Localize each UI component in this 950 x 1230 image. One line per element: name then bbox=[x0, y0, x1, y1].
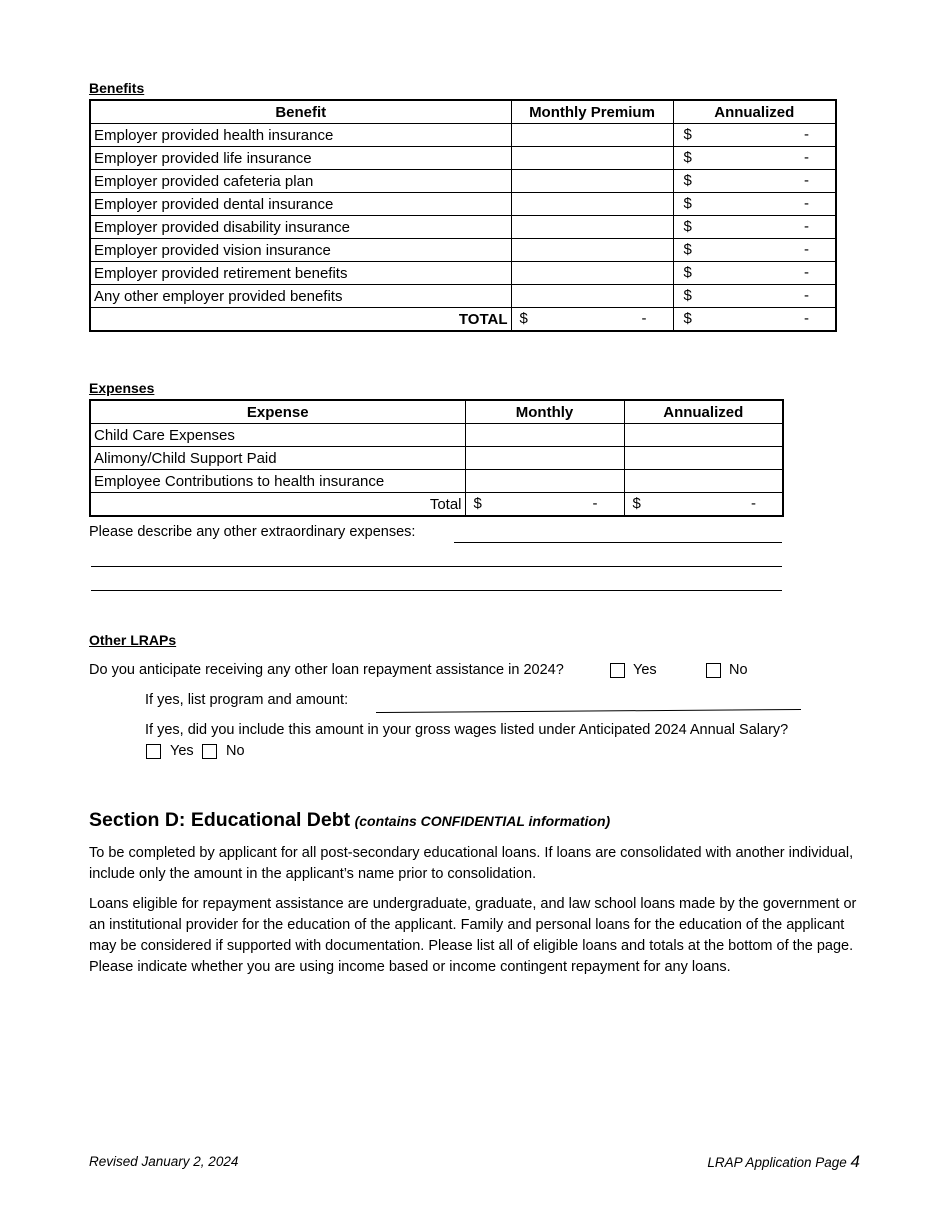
amount-value: - bbox=[804, 310, 809, 327]
expenses-table bbox=[89, 399, 784, 517]
table-row bbox=[90, 239, 836, 262]
benefit-label: Employer provided disability insurance bbox=[90, 216, 511, 239]
total-label: TOTAL bbox=[90, 308, 511, 332]
table-row bbox=[90, 262, 836, 285]
program-amount-line[interactable] bbox=[376, 709, 801, 713]
annualized-cell bbox=[673, 239, 836, 262]
table-row bbox=[90, 193, 836, 216]
currency-symbol: $ bbox=[683, 126, 692, 143]
expense-label: Alimony/Child Support Paid bbox=[90, 447, 465, 470]
amount-value: - bbox=[641, 310, 647, 327]
other-assistance-no-checkbox[interactable] bbox=[706, 663, 721, 678]
currency-symbol: $ bbox=[683, 264, 692, 281]
monthly-premium-cell[interactable] bbox=[511, 239, 673, 262]
other-assistance-no-label: No bbox=[729, 662, 748, 678]
annualized-cell[interactable] bbox=[624, 424, 783, 447]
page-label: LRAP Application Page bbox=[707, 1155, 847, 1170]
footer-revised-date: Revised January 2, 2024 bbox=[89, 1154, 239, 1169]
expenses-heading: Expenses bbox=[89, 380, 155, 396]
expenses-header-row bbox=[90, 400, 783, 424]
other-assistance-yes-checkbox[interactable] bbox=[610, 663, 625, 678]
amount-value: - bbox=[804, 126, 809, 143]
monthly-premium-cell[interactable] bbox=[511, 170, 673, 193]
section-d-title: Section D: Educational Debt bbox=[89, 809, 351, 831]
currency-symbol: $ bbox=[519, 310, 528, 327]
annualized-cell bbox=[673, 124, 836, 147]
footer-page-label bbox=[707, 1152, 860, 1172]
annual-total-cell bbox=[673, 308, 836, 332]
currency-symbol: $ bbox=[683, 241, 692, 258]
monthly-cell[interactable] bbox=[465, 447, 624, 470]
annualized-cell bbox=[673, 170, 836, 193]
monthly-cell[interactable] bbox=[465, 424, 624, 447]
table-row bbox=[90, 285, 836, 308]
page-number: 4 bbox=[850, 1152, 860, 1171]
monthly-total-cell bbox=[511, 308, 673, 332]
other-loan-assistance-question: Do you anticipate receiving any other loan repayment assistance in 2024? bbox=[89, 662, 564, 678]
currency-symbol: $ bbox=[683, 287, 692, 304]
other-assistance-yes-label: Yes bbox=[633, 662, 657, 678]
include-amount-no-label: No bbox=[226, 743, 245, 759]
monthly-premium-cell[interactable] bbox=[511, 193, 673, 216]
annualized-column-header: Annualized bbox=[673, 100, 836, 124]
benefit-column-header: Benefit bbox=[90, 100, 511, 124]
monthly-column-header: Monthly bbox=[465, 400, 624, 424]
benefit-label: Employer provided health insurance bbox=[90, 124, 511, 147]
section-d-subtitle: (contains CONFIDENTIAL information) bbox=[354, 813, 611, 829]
table-row bbox=[90, 216, 836, 239]
monthly-premium-cell[interactable] bbox=[511, 216, 673, 239]
extraordinary-expenses-line-1[interactable] bbox=[454, 542, 782, 543]
benefits-heading: Benefits bbox=[89, 80, 145, 96]
benefits-total-row bbox=[90, 308, 836, 332]
table-row bbox=[90, 147, 836, 170]
amount-value: - bbox=[751, 495, 756, 512]
annualized-cell bbox=[673, 216, 836, 239]
benefits-header-row bbox=[90, 100, 836, 124]
expense-label: Child Care Expenses bbox=[90, 424, 465, 447]
extraordinary-expenses-prompt: Please describe any other extraordinary expenses: bbox=[89, 524, 416, 540]
expenses-total-row bbox=[90, 493, 783, 517]
section-d-paragraph-2: Loans eligible for repayment assistance are undergraduate, graduate, and law school loans made by the government or an institutional provider for the education of the applicant. Family and personal loans for the education of the applicant may be considered if supported with documentation. Please list all of eligible loans and totals at the bottom of the page. Please indicate whether you are using income based or income contingent repayment for any loans. bbox=[89, 896, 857, 975]
currency-symbol: $ bbox=[683, 172, 692, 189]
table-row bbox=[90, 124, 836, 147]
amount-value: - bbox=[804, 218, 809, 235]
table-row bbox=[90, 424, 783, 447]
benefits-table bbox=[89, 99, 837, 332]
amount-value: - bbox=[804, 287, 809, 304]
benefit-label: Employer provided dental insurance bbox=[90, 193, 511, 216]
monthly-premium-cell[interactable] bbox=[511, 147, 673, 170]
monthly-premium-cell[interactable] bbox=[511, 285, 673, 308]
annualized-column-header: Annualized bbox=[624, 400, 783, 424]
expense-label: Employee Contributions to health insurance bbox=[90, 470, 465, 493]
amount-value: - bbox=[804, 195, 809, 212]
amount-value: - bbox=[804, 149, 809, 166]
total-label: Total bbox=[90, 493, 465, 517]
annualized-cell[interactable] bbox=[624, 447, 783, 470]
annualized-cell bbox=[673, 262, 836, 285]
expense-column-header: Expense bbox=[90, 400, 465, 424]
amount-value: - bbox=[804, 172, 809, 189]
benefit-label: Employer provided cafeteria plan bbox=[90, 170, 511, 193]
include-amount-question: If yes, did you include this amount in your gross wages listed under Anticipated 2024 Annual Salary? bbox=[145, 722, 789, 738]
extraordinary-expenses-line-3[interactable] bbox=[91, 590, 782, 591]
currency-symbol: $ bbox=[683, 310, 692, 327]
include-amount-no-checkbox[interactable] bbox=[202, 744, 217, 759]
annual-total-cell bbox=[624, 493, 783, 517]
currency-symbol: $ bbox=[473, 495, 482, 512]
list-program-prompt: If yes, list program and amount: bbox=[145, 692, 349, 708]
benefit-label: Employer provided vision insurance bbox=[90, 239, 511, 262]
amount-value: - bbox=[804, 264, 809, 281]
benefit-label: Employer provided life insurance bbox=[90, 147, 511, 170]
table-row bbox=[90, 170, 836, 193]
annualized-cell bbox=[673, 285, 836, 308]
monthly-premium-cell[interactable] bbox=[511, 262, 673, 285]
table-row bbox=[90, 470, 783, 493]
currency-symbol: $ bbox=[683, 149, 692, 166]
monthly-premium-column-header: Monthly Premium bbox=[511, 100, 673, 124]
include-amount-yes-label: Yes bbox=[170, 743, 194, 759]
monthly-total-cell bbox=[465, 493, 624, 517]
annualized-cell[interactable] bbox=[624, 470, 783, 493]
annualized-cell bbox=[673, 147, 836, 170]
currency-symbol: $ bbox=[632, 495, 641, 512]
table-row bbox=[90, 447, 783, 470]
other-lraps-heading: Other LRAPs bbox=[89, 632, 177, 648]
annualized-cell bbox=[673, 193, 836, 216]
benefit-label: Employer provided retirement benefits bbox=[90, 262, 511, 285]
section-d-paragraph-1: To be completed by applicant for all post-secondary educational loans. If loans are consolidated with another individual, include only the amount in the applicant’s name prior to consolidation. bbox=[89, 845, 854, 882]
amount-value: - bbox=[804, 241, 809, 258]
extraordinary-expenses-line-2[interactable] bbox=[91, 566, 782, 567]
currency-symbol: $ bbox=[683, 218, 692, 235]
monthly-premium-cell[interactable] bbox=[511, 124, 673, 147]
include-amount-yes-checkbox[interactable] bbox=[146, 744, 161, 759]
amount-value: - bbox=[592, 495, 598, 512]
monthly-cell[interactable] bbox=[465, 470, 624, 493]
benefit-label: Any other employer provided benefits bbox=[90, 285, 511, 308]
section-d-heading bbox=[89, 809, 610, 832]
currency-symbol: $ bbox=[683, 195, 692, 212]
